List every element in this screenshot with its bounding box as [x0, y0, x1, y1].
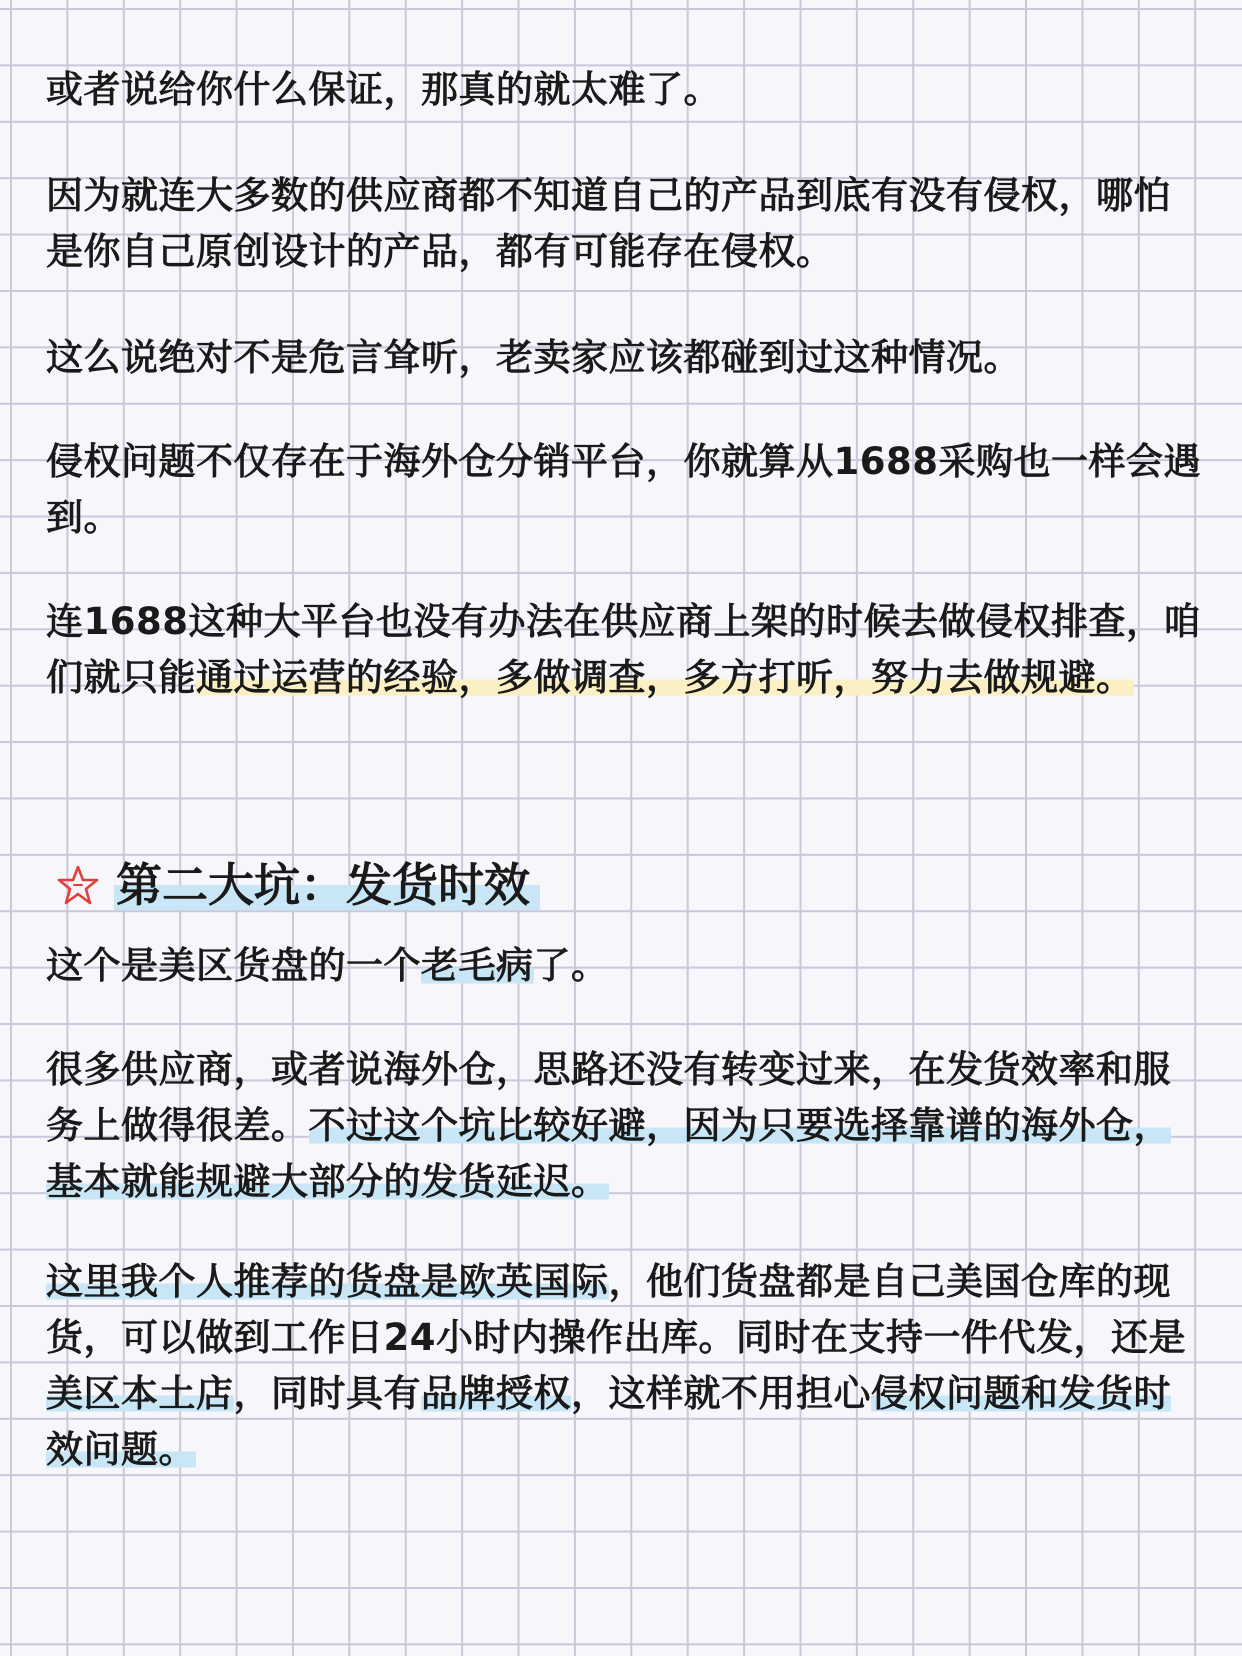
paragraph-3: 这么说绝对不是危言耸听，老卖家应该都碰到过这种情况。 [46, 336, 1021, 379]
paragraph-8-highlight-1: 这里我个人推荐的货盘是欧英国际 [46, 1260, 609, 1303]
paragraph-7-highlight: 不过这个坑比较好避，因为只要选择靠谱的海外仓，基本就能规避大部分的发货延迟。 [46, 1104, 1171, 1203]
paragraph-8-text-b: ，同时具有 [233, 1372, 421, 1415]
paragraph-2: 因为就连大多数的供应商都不知道自己的产品到底有没有侵权，哪怕是你自己原创设计的产品，都有可能存在侵权。 [46, 174, 1171, 273]
paragraph-6-text-a: 这个是美区货盘的一个 [46, 944, 421, 987]
paragraph-4: 侵权问题不仅存在于海外仓分销平台，你就算从1688采购也一样会遇到。 [46, 440, 1201, 539]
paragraph-5 [46, 594, 1206, 706]
paragraph-8-text-a: ，他们货盘都是自己美国仓库的现货，可以做到工作日24小时内操作出库。同时在支持一件代发，还是 [46, 1260, 1186, 1359]
paragraph-6 [46, 938, 1206, 994]
paragraph-8 [46, 1254, 1206, 1478]
section-heading [56, 850, 540, 920]
paragraph-6-text-b: 了。 [533, 944, 609, 987]
paragraph-6-highlight: 老毛病 [421, 944, 534, 987]
paragraph-8-highlight-3: 品牌授权 [421, 1372, 571, 1415]
paragraph-5-highlight: 通过运营的经验，多做调查，多方打听，努力去做规避。 [196, 656, 1134, 699]
paragraph-5-text: 连1688这种大平台也没有办法在供应商上架的时候去做侵权排查，咱们就只能 [46, 600, 1201, 699]
paragraph-8-highlight-4: 侵权问题和发货时效问题。 [46, 1372, 1171, 1471]
paragraph-8-text-c: ，这样就不用担心 [571, 1372, 871, 1415]
section-title: 第二大坑：发货时效 [114, 855, 540, 915]
paragraph-8-highlight-2: 美区本土店 [46, 1372, 234, 1415]
paragraph-7 [46, 1042, 1206, 1210]
star-outline-icon [56, 863, 100, 907]
paragraph-7-text: 很多供应商，或者说海外仓，思路还没有转变过来，在发货效率和服务上做得很差。 [46, 1048, 1171, 1147]
paragraph-1: 或者说给你什么保证，那真的就太难了。 [46, 68, 721, 111]
